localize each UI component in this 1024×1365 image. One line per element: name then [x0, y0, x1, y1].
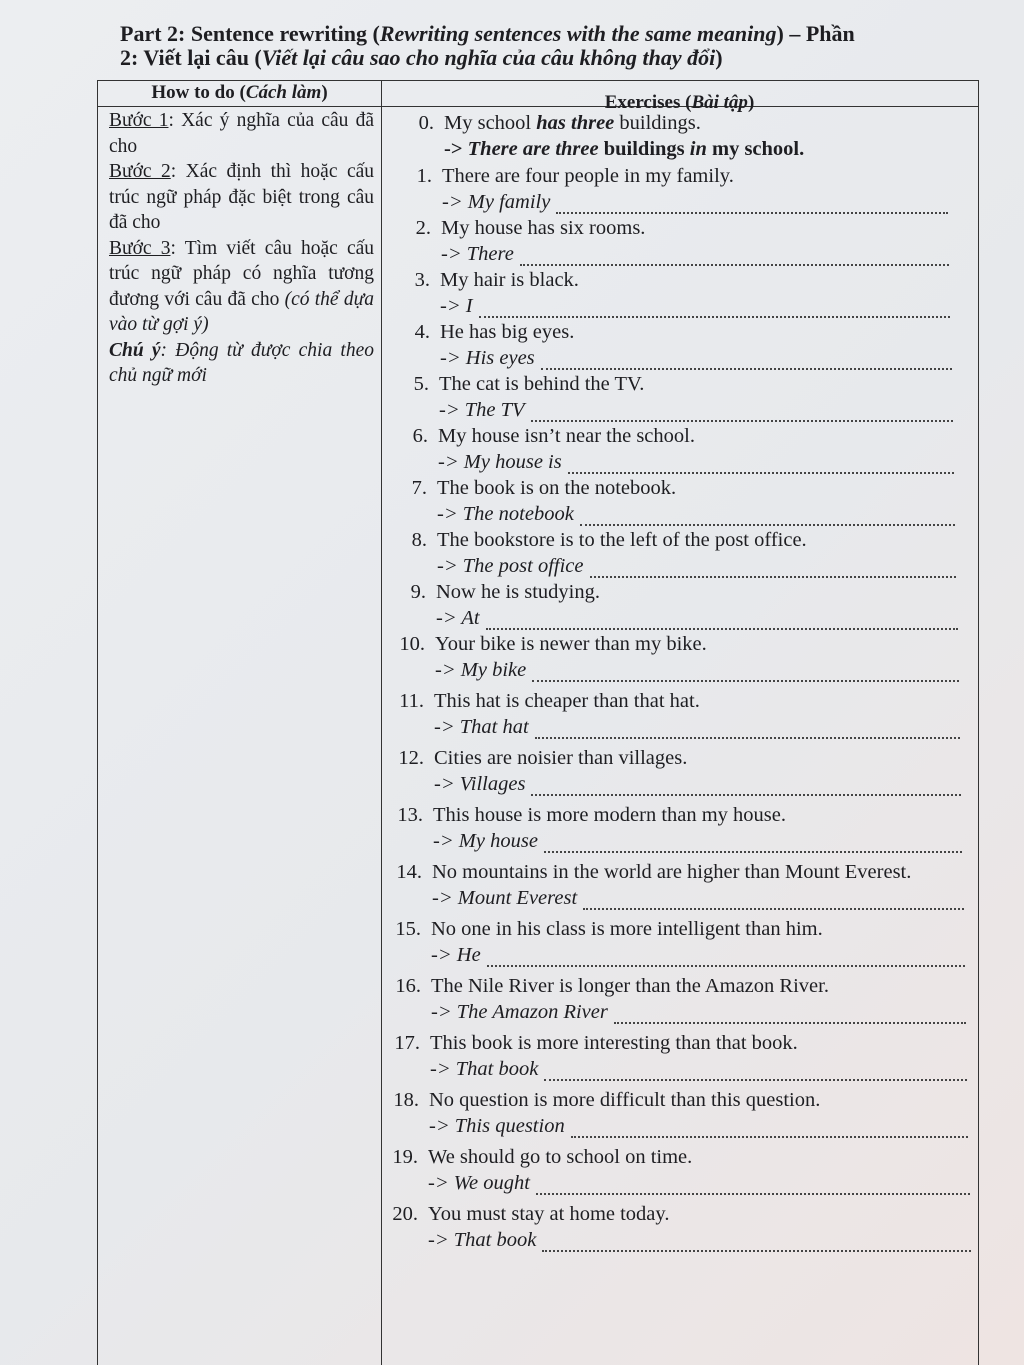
- exercise-sentence: You must stay at home today.: [428, 1203, 670, 1225]
- answer-prompt: -> He: [431, 944, 481, 966]
- answer-line[interactable]: [431, 1001, 966, 1024]
- answer-line[interactable]: [437, 503, 955, 526]
- answer-line[interactable]: [428, 1229, 971, 1252]
- exercise-sentence: Your bike is newer than my bike.: [435, 633, 707, 655]
- exercise-item: [388, 804, 978, 861]
- exercise-table: [97, 80, 979, 1365]
- exercise-question: [388, 747, 687, 770]
- exercise-number: 20.: [392, 1203, 418, 1225]
- answer-line[interactable]: [428, 1172, 970, 1195]
- exercise-question: [383, 1089, 820, 1112]
- exercise-item: [388, 581, 978, 633]
- exercise-question: [386, 861, 911, 884]
- exercise-number: 17.: [394, 1032, 420, 1054]
- answer-prompt: -> My house is: [438, 451, 562, 473]
- answer-line[interactable]: [438, 451, 954, 474]
- exercise-number: 9.: [410, 581, 426, 603]
- answer-blank[interactable]: [583, 894, 964, 910]
- answer-blank[interactable]: [544, 1065, 967, 1081]
- answer-prompt: -> There: [441, 243, 514, 265]
- exercise-sentence: This house is more modern than my house.: [433, 804, 787, 826]
- exercise-question: [395, 217, 645, 240]
- answer-blank[interactable]: [487, 951, 965, 967]
- exercise-sentence: There are four people in my family.: [442, 165, 734, 187]
- exercise-question: [384, 1032, 798, 1055]
- exercise-number: 5.: [413, 373, 429, 395]
- answer-prompt: -> That book: [430, 1058, 539, 1080]
- exercise-item: [388, 477, 978, 529]
- answer-blank[interactable]: [614, 1008, 966, 1024]
- title-line-2: 2: Viết lại câu (Viết lại câu sao cho nghĩa của câu không thay đổi): [120, 45, 723, 70]
- answer-blank[interactable]: [556, 198, 948, 214]
- exercise-number: 13.: [397, 804, 423, 826]
- answer-blank[interactable]: [542, 1236, 971, 1252]
- exercise-item: [388, 373, 978, 425]
- exercise-number: 15.: [395, 918, 421, 940]
- answer-prompt: -> My bike: [435, 659, 527, 681]
- answer-prompt: -> The post office: [437, 555, 584, 577]
- exercise-number: 12.: [398, 747, 424, 769]
- answer-line[interactable]: [439, 399, 953, 422]
- answer-prompt: -> His eyes: [440, 347, 535, 369]
- exercise-sentence: The cat is behind the TV.: [439, 373, 645, 395]
- exercise-number: 7.: [411, 477, 427, 499]
- answer-blank[interactable]: [531, 406, 953, 422]
- exercise-sentence: Cities are noisier than villages.: [434, 747, 688, 769]
- answer-blank[interactable]: [486, 614, 958, 630]
- exercise-number: 1.: [416, 165, 432, 187]
- exercise-sentence: He has big eyes.: [440, 321, 575, 343]
- answer-blank[interactable]: [568, 458, 954, 474]
- exercises-header: Exercises (Bài tập): [604, 92, 755, 113]
- exercise-number: 16.: [395, 975, 421, 997]
- answer-blank[interactable]: [479, 302, 950, 318]
- exercise-number: 14.: [396, 861, 422, 883]
- answer-prompt: -> My house: [433, 830, 538, 852]
- how-to-do-steps: [109, 108, 374, 389]
- answer-blank[interactable]: [520, 250, 949, 266]
- exercise-item: [388, 975, 978, 1032]
- exercise-item: [388, 165, 978, 217]
- exercise-question: [390, 581, 600, 604]
- answer-prompt: -> My family: [442, 191, 551, 213]
- exercise-number: 11.: [399, 690, 424, 712]
- answer-line[interactable]: [433, 830, 962, 853]
- answer-blank[interactable]: [590, 562, 957, 578]
- example-answer: -> There are three buildings in my school.: [444, 138, 805, 160]
- answer-blank[interactable]: [571, 1122, 968, 1138]
- answer-prompt: -> The Amazon River: [431, 1001, 608, 1023]
- answer-blank[interactable]: [536, 1179, 970, 1195]
- exercise-sentence: No question is more difficult than this question.: [429, 1089, 821, 1111]
- exercise-sentence: This hat is cheaper than that hat.: [434, 690, 700, 712]
- exercise-question: [391, 477, 676, 500]
- answer-blank[interactable]: [531, 780, 961, 796]
- exercise-number: 18.: [393, 1089, 419, 1111]
- exercise-question: [392, 425, 695, 448]
- exercise-sentence: The bookstore is to the left of the post office.: [437, 529, 807, 551]
- answer-blank[interactable]: [541, 354, 952, 370]
- exercise-sentence: The book is on the notebook.: [437, 477, 677, 499]
- answer-prompt: -> Villages: [434, 773, 526, 795]
- exercise-number: 4.: [414, 321, 430, 343]
- answer-prompt: -> The notebook: [437, 503, 574, 525]
- exercise-item: [388, 321, 978, 373]
- how-to-do-header: How to do (Cách làm): [151, 82, 328, 103]
- answer-prompt: -> I: [440, 295, 473, 317]
- exercise-item: [388, 747, 978, 804]
- exercise-question: [387, 804, 786, 827]
- answer-prompt: -> That book: [428, 1229, 537, 1251]
- exercise-item: [388, 217, 978, 269]
- exercise-number: 2.: [415, 217, 431, 239]
- answer-prompt: -> We ought: [428, 1172, 530, 1194]
- exercise-question: [385, 975, 829, 998]
- exercise-number: 10.: [399, 633, 425, 655]
- exercise-number: 19.: [392, 1146, 418, 1168]
- exercise-item: [388, 690, 978, 747]
- exercise-sentence: Now he is studying.: [436, 581, 600, 603]
- exercise-number: 8.: [411, 529, 427, 551]
- exercise-question: [382, 1203, 669, 1226]
- exercise-sentence: No mountains in the world are higher than Mount Everest.: [432, 861, 912, 883]
- exercise-item: [388, 918, 978, 975]
- answer-line[interactable]: [430, 1058, 967, 1081]
- exercise-sentence: My house isn’t near the school.: [438, 425, 695, 447]
- exercise-sentence: My house has six rooms.: [441, 217, 646, 239]
- exercise-question: [385, 918, 823, 941]
- example-item: [388, 112, 978, 165]
- answer-line[interactable]: [441, 243, 949, 266]
- exercise-question: [396, 165, 734, 188]
- exercise-item: [388, 633, 978, 690]
- answer-blank[interactable]: [532, 666, 959, 682]
- exercise-item: [388, 1146, 978, 1203]
- exercise-item: [388, 529, 978, 581]
- exercise-question: [394, 321, 574, 344]
- exercise-number: 3.: [414, 269, 430, 291]
- exercise-sentence: My hair is black.: [440, 269, 579, 291]
- step-2: Bước 2: Xác định thì hoặc cấu trúc ngữ pháp đặc biệt trong câu đã cho: [109, 161, 375, 233]
- answer-line[interactable]: [440, 347, 952, 370]
- exercise-item: [388, 269, 978, 321]
- exercise-question: [382, 1146, 692, 1169]
- exercise-item: [388, 1032, 978, 1089]
- table-top-border: [98, 80, 978, 81]
- exercise-question: [388, 690, 700, 713]
- step-3: Bước 3: Tìm viết câu hoặc cấu trúc ngữ pháp có nghĩa tương đương với câu đã cho (có thể dựa vào từ gợi ý): [109, 237, 375, 335]
- exercise-question: [394, 269, 579, 292]
- answer-blank[interactable]: [544, 837, 962, 853]
- exercise-item: [388, 1089, 978, 1146]
- answer-line[interactable]: [435, 659, 959, 682]
- answer-prompt: -> At: [436, 607, 480, 629]
- answer-line[interactable]: [432, 887, 964, 910]
- column-divider: [381, 80, 382, 1365]
- answer-blank[interactable]: [580, 510, 955, 526]
- answer-line[interactable]: [442, 191, 948, 214]
- answer-prompt: -> That hat: [434, 716, 529, 738]
- answer-line[interactable]: [429, 1115, 968, 1138]
- exercise-sentence: No one in his class is more intelligent than him.: [431, 918, 823, 940]
- exercise-sentence: We should go to school on time.: [428, 1146, 693, 1168]
- answer-line[interactable]: [440, 295, 950, 318]
- exercise-question: [389, 633, 707, 656]
- answer-line[interactable]: [434, 716, 960, 739]
- page-title: [120, 22, 1000, 70]
- answer-line[interactable]: [431, 944, 965, 967]
- exercise-item: [388, 1203, 978, 1260]
- answer-prompt: -> The TV: [439, 399, 525, 421]
- exercise-item: [388, 425, 978, 477]
- answer-blank[interactable]: [535, 723, 960, 739]
- exercise-sentence: This book is more interesting than that book.: [430, 1032, 798, 1054]
- answer-line[interactable]: [437, 555, 956, 578]
- note: Chú ý: Động từ được chia theo chủ ngữ mới: [109, 339, 374, 386]
- answer-prompt: -> Mount Everest: [432, 887, 578, 909]
- exercise-question: [391, 529, 807, 552]
- exercise-item: [388, 861, 978, 918]
- exercise-list: [388, 112, 978, 1260]
- answer-line[interactable]: [436, 607, 958, 630]
- answer-prompt: -> This question: [429, 1115, 565, 1137]
- title-line-1: Part 2: Sentence rewriting (Rewriting sentences with the same meaning) – Phần: [120, 21, 855, 46]
- example-question: 0. My school has three buildings.: [418, 112, 701, 134]
- exercise-number: 6.: [412, 425, 428, 447]
- step-1: Bước 1: Xác ý nghĩa của câu đã cho: [109, 110, 374, 157]
- exercise-items: [388, 165, 978, 1260]
- exercise-question: [393, 373, 644, 396]
- exercise-sentence: The Nile River is longer than the Amazon River.: [431, 975, 829, 997]
- answer-line[interactable]: [434, 773, 961, 796]
